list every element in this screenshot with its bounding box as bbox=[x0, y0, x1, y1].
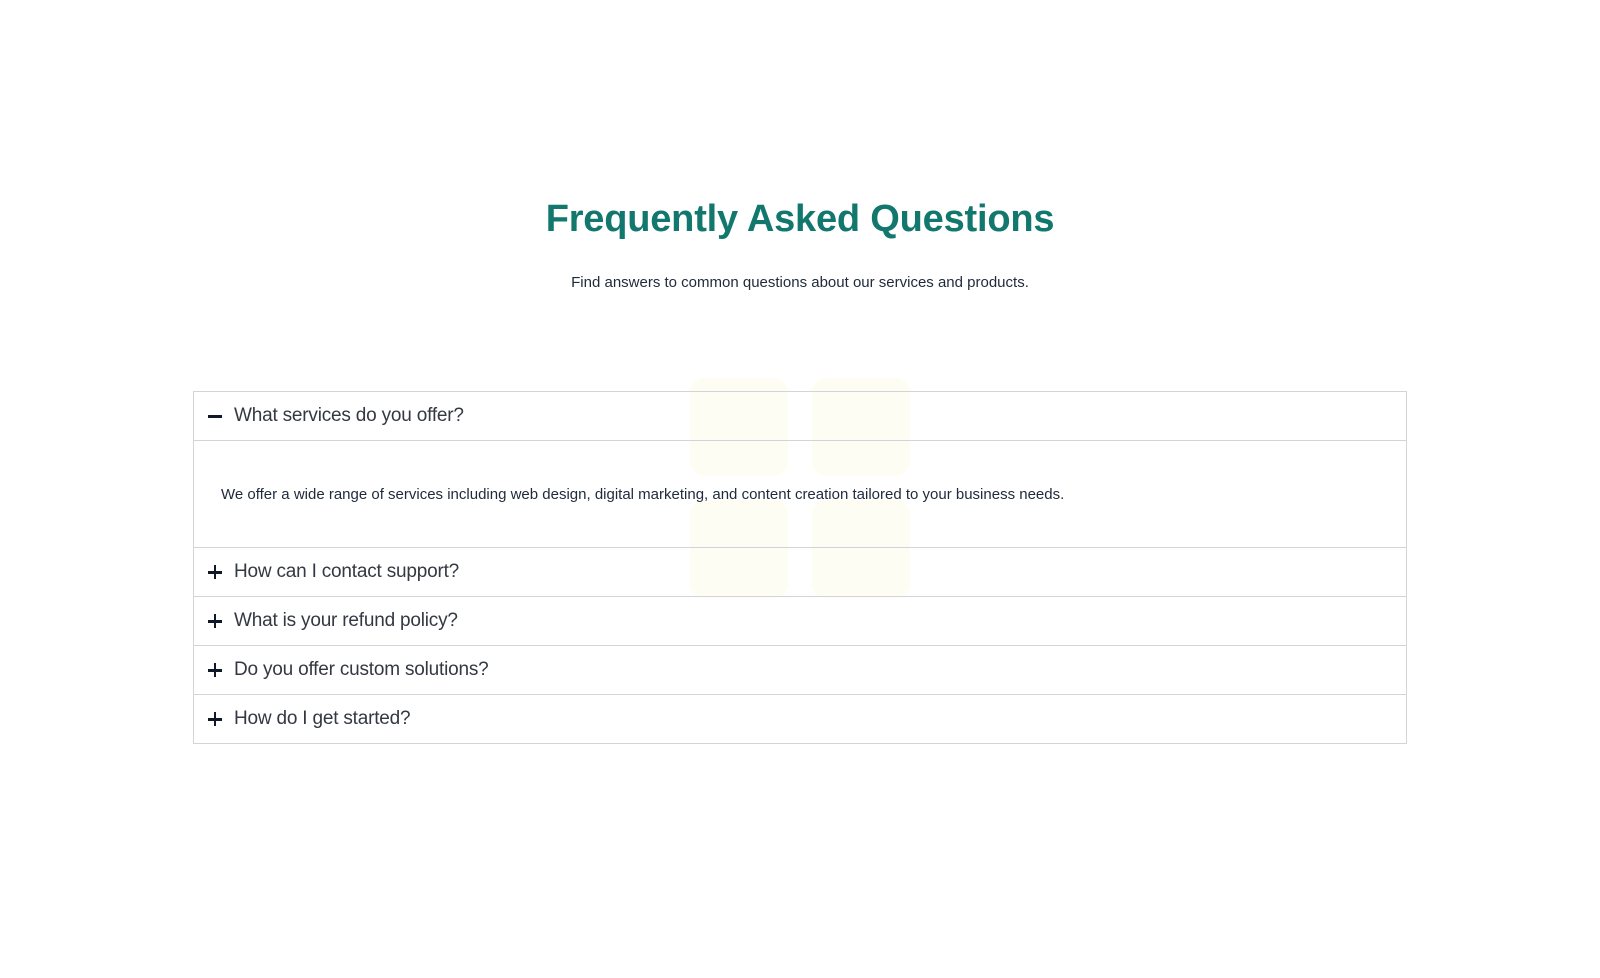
faq-item bbox=[194, 695, 1406, 743]
faq-question: How do I get started? bbox=[234, 708, 411, 729]
faq-question: How can I contact support? bbox=[234, 561, 460, 582]
plus-icon bbox=[207, 564, 223, 580]
page-subtitle: Find answers to common questions about our services and products. bbox=[571, 274, 1029, 291]
page-title: Frequently Asked Questions bbox=[545, 198, 1055, 240]
faq-answer: We offer a wide range of services including web design, digital marketing, and content creation tailored to your business needs. bbox=[221, 485, 1065, 503]
faq-item bbox=[194, 597, 1406, 646]
faq-question-toggle[interactable] bbox=[194, 695, 1406, 743]
faq-question: What is your refund policy? bbox=[234, 610, 458, 631]
faq-answer-panel bbox=[194, 440, 1406, 547]
faq-question-toggle[interactable] bbox=[194, 392, 1406, 440]
plus-icon bbox=[207, 613, 223, 629]
faq-item bbox=[194, 548, 1406, 597]
faq-item bbox=[194, 646, 1406, 695]
faq-question-toggle[interactable] bbox=[194, 646, 1406, 694]
plus-icon bbox=[207, 662, 223, 678]
faq-item bbox=[194, 392, 1406, 548]
minus-icon bbox=[207, 408, 223, 424]
faq-question: Do you offer custom solutions? bbox=[234, 659, 489, 680]
faq-question-toggle[interactable] bbox=[194, 548, 1406, 596]
faq-question-toggle[interactable] bbox=[194, 597, 1406, 645]
faq-accordion bbox=[193, 391, 1407, 744]
plus-icon bbox=[207, 711, 223, 727]
faq-question: What services do you offer? bbox=[234, 405, 464, 426]
